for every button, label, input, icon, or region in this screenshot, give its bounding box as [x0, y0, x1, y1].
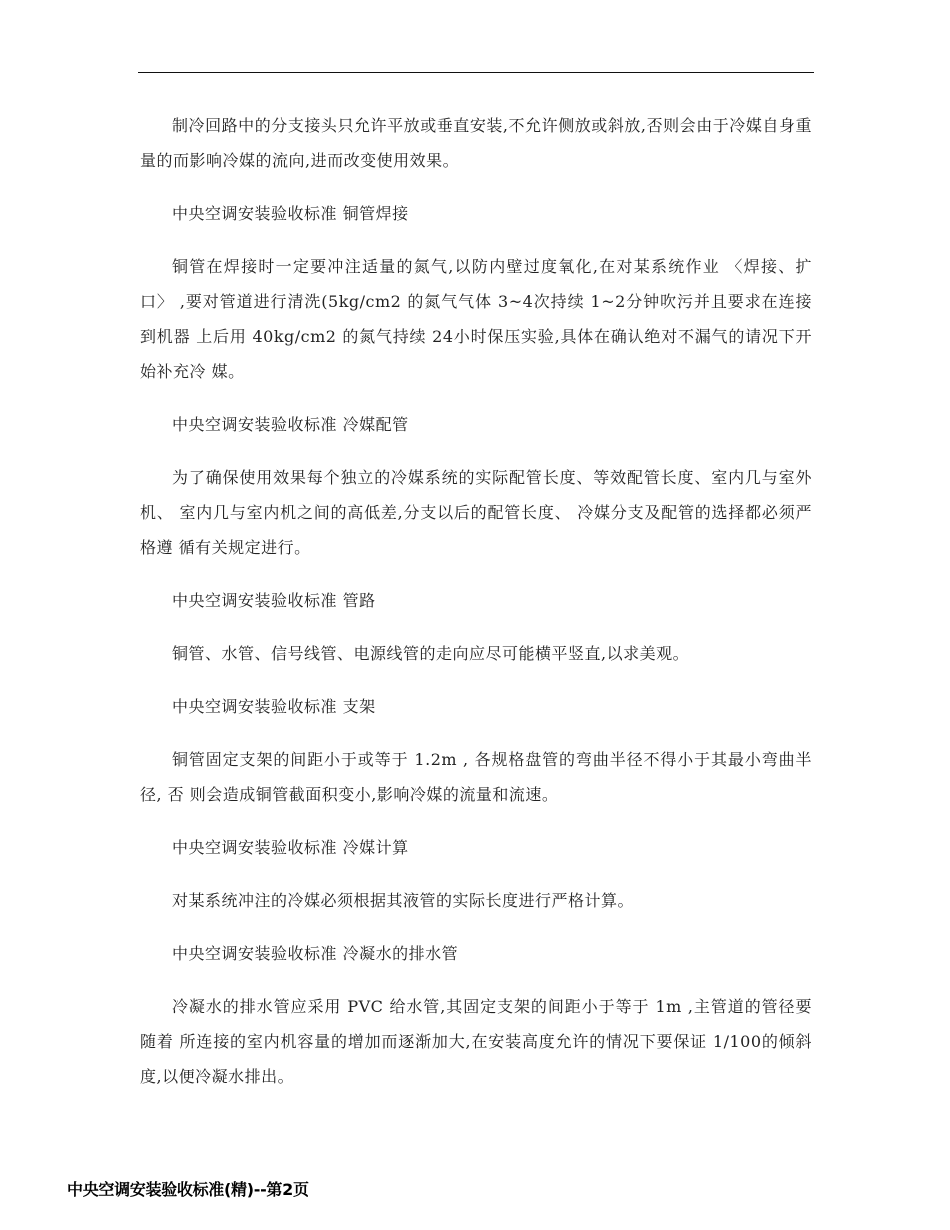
paragraph-condensate-drain: 冷凝水的排水管应采用 PVC 给水管,其固定支架的间距小于等于 1m ,主管道的管径要随着 所连接的室内机容量的增加而逐渐加大,在安装高度允许的情况下要保证 1/100的倾斜度,以便冷凝水排出。	[140, 997, 812, 1086]
paragraph-branch-joint: 制冷回路中的分支接头只允许平放或垂直安装,不允许侧放或斜放,否则会由于冷媒自身重 量的而影响冷媒的流向,进而改变使用效果。	[140, 116, 812, 170]
section-heading-refrigerant-calculation: 中央空调安装验收标准 冷媒计算	[172, 838, 409, 857]
section-heading-refrigerant-piping: 中央空调安装验收标准 冷媒配管	[172, 415, 409, 434]
section-heading-condensate-drain: 中央空调安装验收标准 冷凝水的排水管	[172, 944, 459, 963]
paragraph-refrigerant-piping: 为了确保使用效果每个独立的冷媒系统的实际配管长度、等效配管长度、室内几与室外机、 室内几与室内机之间的高低差,分支以后的配管长度、 冷媒分支及配管的选择都必须严格遵 循有关规定进行。	[140, 468, 812, 557]
paragraph-refrigerant-calculation: 对某系统冲注的冷媒必须根据其液管的实际长度进行严格计算。	[172, 891, 635, 910]
page-footer: 中央空调安装验收标准(精)--第2页	[67, 1180, 309, 1199]
paragraph-copper-welding: 铜管在焊接时一定要冲注适量的氮气,以防内壁过度氧化,在对某系统作业 〈焊接、扩口〉 ,要对管道进行清洗(5kg/cm2 的氮气气体 3~4次持续 1~2分钟吹污并且要求在连接到机器 上后用 40kg/cm2 的氮气持续 24小时保压实验,具体在确认绝对不漏气的请况下开始补充冷 媒。	[140, 257, 812, 381]
section-heading-supports: 中央空调安装验收标准 支架	[172, 697, 376, 716]
document-body	[140, 108, 812, 1112]
header-rule	[138, 72, 814, 73]
section-heading-copper-welding: 中央空调安装验收标准 铜管焊接	[172, 204, 409, 223]
paragraph-pipelines: 铜管、水管、信号线管、电源线管的走向应尽可能横平竖直,以求美观。	[172, 644, 690, 663]
paragraph-supports: 铜管固定支架的间距小于或等于 1.2m , 各规格盘管的弯曲半径不得小于其最小弯曲半径, 否 则会造成铜管截面积变小,影响冷媒的流量和流速。	[140, 750, 812, 804]
section-heading-pipelines: 中央空调安装验收标准 管路	[172, 591, 376, 610]
